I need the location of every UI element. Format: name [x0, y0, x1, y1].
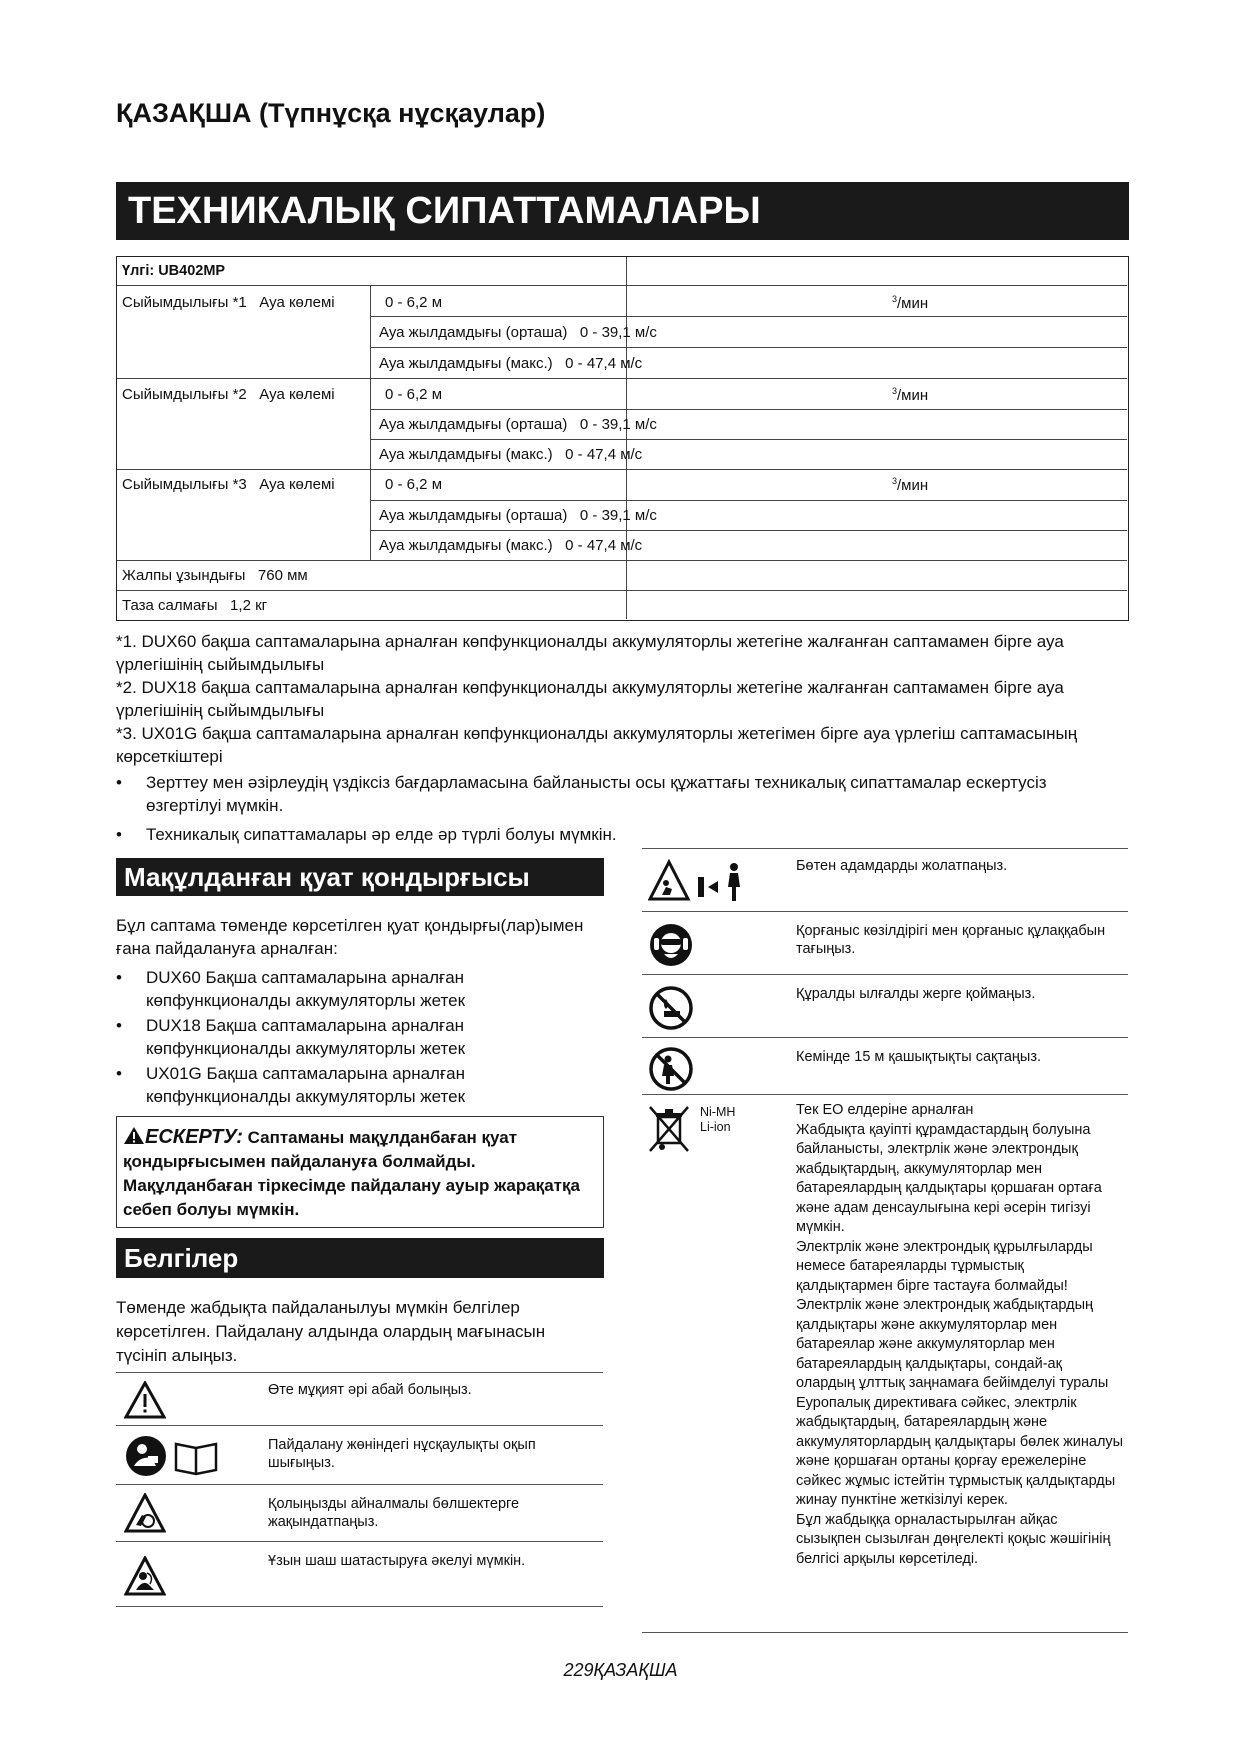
- keep-distance-icon: [648, 1046, 694, 1092]
- warning-triangle-icon: [124, 1381, 166, 1419]
- symbol-row: [642, 912, 1128, 975]
- symbol-text: Өте мұқият әрі абай болыңыз.: [268, 1382, 472, 1398]
- warning-label: ЕСКЕРТУ:: [145, 1126, 243, 1148]
- symbol-row: [116, 1542, 603, 1607]
- weee-paragraph: Бұл жабдыққа орналастырылған айқас сызықпен сызылған дөңгелекті қоқыс жәшігінің белгісі арқылы көрсетіледі.: [796, 1511, 1111, 1567]
- symbol-text: Қолыңызды айналмалы бөлшектерге жақындатпаңыз.: [268, 1496, 520, 1530]
- note-1: *1. DUX60 бақша саптамаларына арналған көпфункционалды аккумуляторлы жетегіне жалғанған саптамамен бірге ауа үрлегішінің сыйымдылығы: [116, 632, 1064, 674]
- warning-triangle-icon: [123, 1126, 145, 1145]
- symbol-text: Ұзын шаш шатастыруға әкелуі мүмкін.: [268, 1553, 526, 1569]
- symbol-row: [642, 1038, 1128, 1095]
- hand-rotating-parts-icon: [124, 1493, 166, 1533]
- specifications-banner: ТЕХНИКАЛЫҚ СИПАТТАМАЛАРЫ: [116, 182, 1129, 240]
- symbol-row: [642, 975, 1128, 1038]
- model-label: Үлгі: UB402MP: [122, 263, 226, 279]
- warning-box: [116, 1116, 604, 1228]
- capacity-2-air-volume: 0 - 6,2 м: [385, 386, 443, 403]
- capacity-1-unit: $^3$/мин: [892, 294, 929, 312]
- capacity-2-max-speed: Ауа жылдамдығы (макс.) 0 - 47,4 м/с: [379, 446, 643, 463]
- power-unit-item: • DUX18 Бақша саптамаларына арналған көпфункционалды аккумуляторлы жетек: [116, 1014, 586, 1060]
- spec-row-divider: [370, 530, 1127, 531]
- capacity-2-avg-speed: Ауа жылдамдығы (орташа) 0 - 39,1 м/с: [379, 416, 657, 433]
- symbol-row: [642, 849, 1128, 912]
- spec-notes: [116, 630, 1136, 846]
- symbol-text: Құралды ылғалды жерге қоймаңыз.: [796, 986, 1036, 1002]
- note-3: *3. UX01G бақша саптамаларына арналған көпфункционалды аккумуляторлы жетегімен бірге ауа үрлегіш саптамасының көрсеткіштері: [116, 724, 1078, 766]
- weee-paragraph: Электрлік және электрондық құрылғыларды немесе батареяларды тұрмыстық қалдықтармен бірге тастауға болмайды!: [796, 1238, 1093, 1294]
- capacity-3-unit: $^3$/мин: [892, 476, 929, 494]
- spec-row-divider: [117, 285, 1127, 286]
- spec-row-divider: [370, 316, 1127, 317]
- weee-paragraph: Электрлік және электрондық жабдықтардың қалдықтары және аккумуляторлар мен батареялар және аккумуляторлар мен батареялардың қалдықтары, сондай-ақ олардың ұлттық заңнамаға бейімделуі туралы Еуропалық директиваға сәйкес, электрлік жабдықтардың, батареялардың және аккумуляторлардың қалдықтары бөлек жиналуы және қоршаған ортаны қорғау ережелеріне сәйкес жұмыс істейтін тұрмыстық қалдықтарды жинау пунктіне жеткізілуі керек.: [796, 1297, 1124, 1508]
- weee-text: [796, 1101, 1124, 1569]
- spec-row-divider: [370, 347, 1127, 348]
- capacity-2-label: Сыйымдылығы *2 Ауа көлемі: [122, 386, 335, 403]
- battery-type-nimh: Ni-MH: [700, 1105, 736, 1119]
- spec-row-divider: [370, 409, 1127, 410]
- capacity-3-air-volume: 0 - 6,2 м: [385, 476, 443, 493]
- language-title: ҚАЗАҚША (Түпнұсқа нұсқаулар): [116, 98, 546, 128]
- note-2: *2. DUX18 бақша саптамаларына арналған көпфункционалды аккумуляторлы жетегіне жалғанған саптамамен бірге ауа үрлегішінің сыйымдылығы: [116, 678, 1064, 720]
- note-bullet-1: • Зерттеу мен әзірлеудің үздіксіз бағдарламасына байланысты осы құжаттағы техникалық сипаттамалар ескертусіз өзгертілуі мүмкін.: [116, 771, 1106, 817]
- note-bullet-2: • Техникалық сипаттамалары әр елде әр түрлі болуы мүмкін.: [116, 823, 1136, 846]
- spec-row-divider: [117, 378, 1127, 379]
- read-manual-icon: [124, 1434, 220, 1478]
- power-unit-heading: Мақұлданған қуат қондырғысы: [116, 858, 604, 896]
- net-weight: Таза салмағы 1,2 кг: [122, 597, 268, 614]
- symbols-heading: Белгілер: [116, 1238, 604, 1278]
- spec-row-divider: [117, 469, 1127, 470]
- capacity-3-label: Сыйымдылығы *3 Ауа көлемі: [122, 476, 335, 493]
- symbol-text: Пайдалану жөніндегі нұсқаулықты оқып шығыңыз.: [268, 1437, 536, 1471]
- hair-entanglement-icon: [124, 1556, 166, 1596]
- capacity-1-label: Сыйымдылығы *1 Ауа көлемі: [122, 294, 335, 311]
- warning-text: Саптаманы мақұлданбаған қуат қондырғысымен пайдалануға болмайды. Мақұлданбаған тіркесімде пайдалану ауыр жарақатқа себеп болуы мүмкін.: [123, 1128, 580, 1219]
- spec-col-divider: [626, 257, 627, 619]
- power-unit-intro: Бұл саптама төменде көрсетілген қуат қондырғы(лар)ымен ғана пайдалануға арналған:: [116, 916, 584, 958]
- eye-ear-protection-icon: [648, 922, 694, 968]
- spec-table: [116, 256, 1129, 621]
- symbols-intro: Төменде жабдықта пайдаланылуы мүмкін белгілер көрсетілген. Пайдалану алдында олардың мағынасын түсініп алыңыз.: [116, 1298, 546, 1365]
- power-unit-item: • DUX60 Бақша саптамаларына арналған көпфункционалды аккумуляторлы жетек: [116, 966, 586, 1012]
- battery-type-labels: [700, 1105, 735, 1135]
- capacity-2-unit: $^3$/мин: [892, 386, 929, 404]
- spec-col-divider: [370, 285, 371, 560]
- symbol-row-weee: [642, 1095, 1128, 1633]
- spec-row-divider: [370, 500, 1127, 501]
- battery-type-liion: Li-ion: [700, 1120, 731, 1134]
- symbol-text: Бөтен адамдарды жолатпаңыз.: [796, 858, 1008, 874]
- spec-row-divider: [370, 439, 1127, 440]
- page-number: 229ҚАЗАҚША: [563, 1660, 678, 1680]
- symbol-row: [116, 1373, 603, 1426]
- capacity-3-max-speed: Ауа жылдамдығы (макс.) 0 - 47,4 м/с: [379, 537, 643, 554]
- symbol-text: Қорғаныс көзілдірігі мен қорғаныс құлаққабын тағыңыз.: [796, 923, 1106, 957]
- symbol-row: [116, 1485, 603, 1542]
- spec-row-divider: [117, 560, 1127, 561]
- symbol-row: [116, 1426, 603, 1485]
- capacity-1-max-speed: Ауа жылдамдығы (макс.) 0 - 47,4 м/с: [379, 355, 643, 372]
- weee-paragraph: Тек ЕО елдеріне арналған: [796, 1102, 974, 1118]
- no-wet-ground-icon: [648, 985, 694, 1031]
- spec-row-divider: [117, 590, 1127, 591]
- capacity-1-avg-speed: Ауа жылдамдығы (орташа) 0 - 39,1 м/с: [379, 324, 657, 341]
- overall-length: Жалпы ұзындығы 760 мм: [122, 567, 308, 584]
- power-unit-list: [116, 966, 586, 1108]
- capacity-1-air-volume: 0 - 6,2 м: [385, 294, 443, 311]
- crossed-out-bin-icon: [648, 1105, 690, 1153]
- keep-bystanders-away-icon: [648, 859, 750, 903]
- capacity-3-avg-speed: Ауа жылдамдығы (орташа) 0 - 39,1 м/с: [379, 507, 657, 524]
- weee-paragraph: Жабдықта қауіпті құрамдастардың болуына байланысты, электрлік және электрондық жабдықтардың, аккумуляторлар мен батареялардың қалдықтары қоршаған ортаға және адам денсаулығына кері әсерін тигізуі мүмкін.: [796, 1121, 1102, 1235]
- power-unit-item: • UX01G Бақша саптамаларына арналған көпфункционалды аккумуляторлы жетек: [116, 1062, 586, 1108]
- symbol-text: Кемінде 15 м қашықтықты сақтаңыз.: [796, 1049, 1042, 1065]
